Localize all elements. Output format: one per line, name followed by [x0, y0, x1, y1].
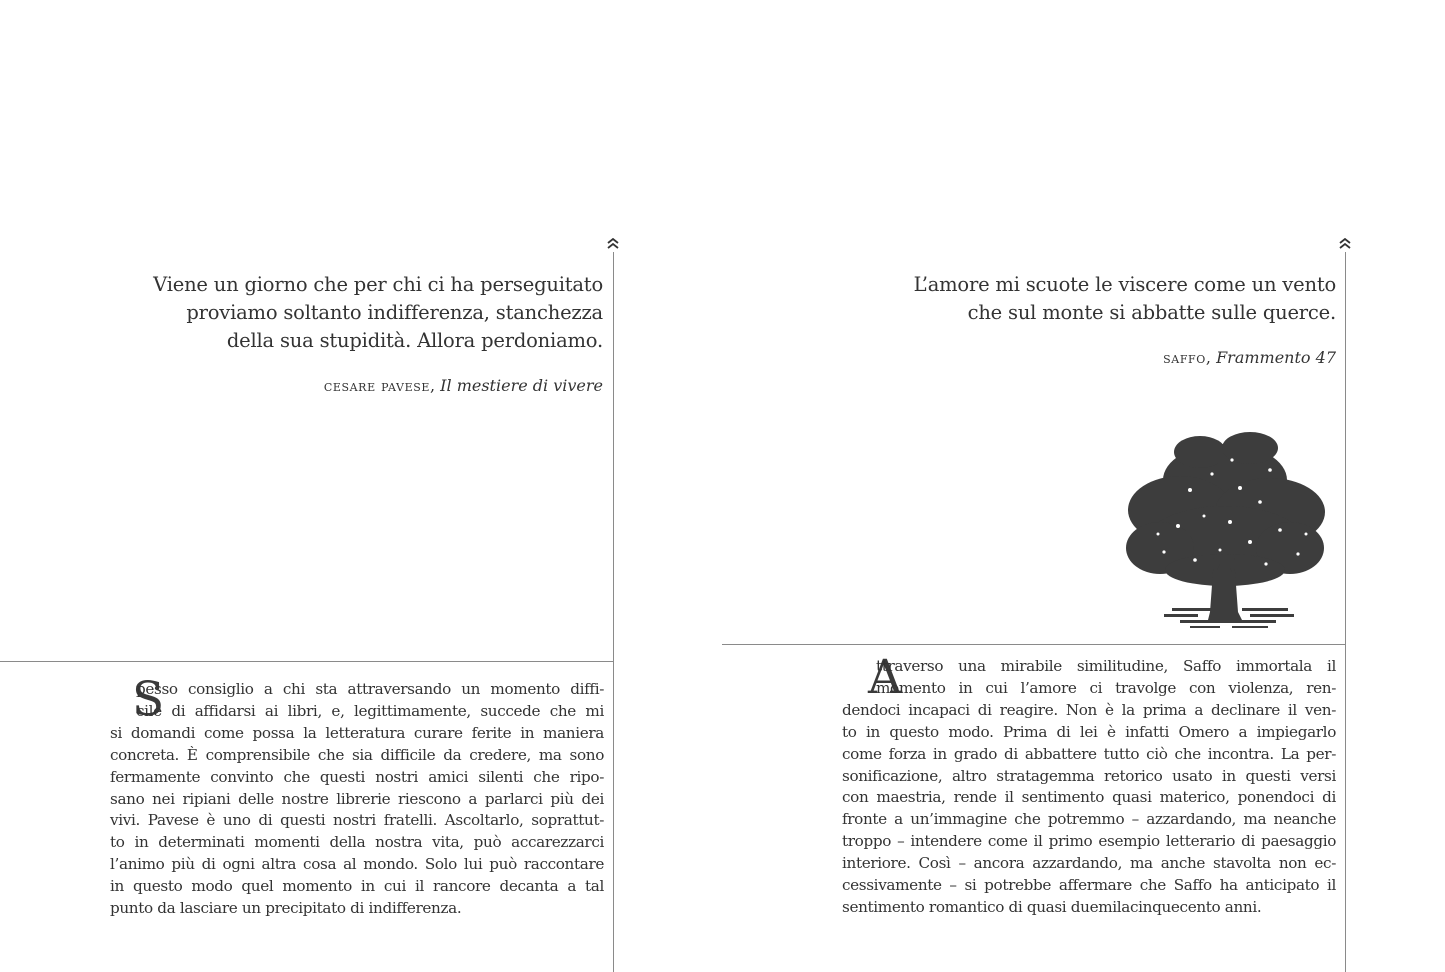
attribution-author: saffo [1163, 349, 1206, 367]
body-line: concreta. È comprensibile che sia difficile da credere, ma sono [110, 745, 604, 764]
horizontal-rule [0, 661, 614, 662]
quote-line: che sul monte si abbatte sulle querce. [967, 301, 1336, 324]
epigraph-quote [914, 271, 1336, 327]
body-line: troppo – intendere come il primo esempio letterario di paesaggio [842, 832, 1336, 851]
body-line: momento in cui l’amore ci travolge con violenza, ren- [876, 678, 1336, 697]
horizontal-rule [722, 644, 1346, 645]
body-line: sentimento romantico di quasi duemilacinquecento anni. [842, 897, 1262, 916]
double-chevron-icon [1338, 238, 1352, 250]
attribution-author: cesare pavese [323, 377, 430, 395]
right-page [722, 0, 1445, 972]
quote-attribution [324, 376, 603, 395]
body-line: in questo modo quel momento in cui il rancore decanta a tal [110, 877, 604, 896]
body-paragraph [110, 679, 604, 920]
drop-cap: S [132, 672, 165, 727]
body-line: fermamente convinto che questi nostri amici silenti che ripo- [110, 767, 604, 786]
body-line: cessivamente – si potrebbe affermare che Saffo ha anticipato il [842, 876, 1336, 895]
body-line: cile di affidarsi ai libri, e, legittimamente, succede che mi [136, 701, 604, 720]
body-line: con maestria, rende il sentimento quasi materico, ponendoci di [842, 788, 1336, 807]
epigraph-quote [153, 271, 603, 355]
body-line: to in questo modo. Prima di lei è infatti Omero a impiegarlo [842, 722, 1336, 741]
attribution-comma: , [430, 376, 441, 395]
body-line: vivi. Pavese è uno di questi nostri fratelli. Ascoltarlo, soprattut- [110, 811, 604, 830]
vertical-rule [613, 252, 614, 972]
body-paragraph [842, 650, 1336, 919]
body-line: punto da lasciare un precipitato di indifferenza. [110, 899, 462, 918]
attribution-work: Frammento 47 [1216, 348, 1336, 367]
body-line: pesso consiglio a chi sta attraversando un momento diffi- [136, 680, 604, 698]
drop-cap: A [868, 650, 902, 705]
quote-line: proviamo soltanto indifferenza, stanchezza [186, 301, 603, 324]
attribution-work: Il mestiere di vivere [440, 376, 603, 395]
body-line: interiore. Così – ancora azzardando, ma anche stavolta non ec- [842, 854, 1336, 873]
body-line: sano nei ripiani delle nostre librerie riescono a parlarci più dei [110, 789, 604, 808]
body-line: si domandi come possa la letteratura curare ferite in maniera [110, 723, 604, 742]
body-line: come forza in grado di abbattere tutto ciò che incontra. La per- [842, 744, 1336, 763]
left-page [0, 0, 722, 972]
double-chevron-icon [606, 238, 620, 250]
body-line: fronte a un’immagine che potremmo – azzardando, ma neanche [842, 810, 1336, 829]
quote-attribution [1163, 348, 1336, 367]
body-line: ttraverso una mirabile similitudine, Saffo immortala il [876, 657, 1336, 675]
body-line: dendoci incapaci di reagire. Non è la prima a declinare il ven- [842, 700, 1336, 719]
vertical-rule [1345, 252, 1346, 972]
body-line: l’animo più di ogni altra cosa al mondo. Solo lui può raccontare [110, 855, 604, 874]
oak-tree-icon [1120, 430, 1330, 632]
quote-line: Viene un giorno che per chi ci ha perseguitato [153, 273, 603, 296]
body-line: to in determinati momenti della nostra vita, può accarezzarci [110, 833, 604, 852]
quote-line: della sua stupidità. Allora perdoniamo. [226, 329, 603, 352]
quote-line: L’amore mi scuote le viscere come un vento [913, 273, 1336, 296]
attribution-comma: , [1205, 348, 1217, 367]
body-line: sonificazione, altro stratagemma retorico usato in questi versi [842, 766, 1336, 785]
